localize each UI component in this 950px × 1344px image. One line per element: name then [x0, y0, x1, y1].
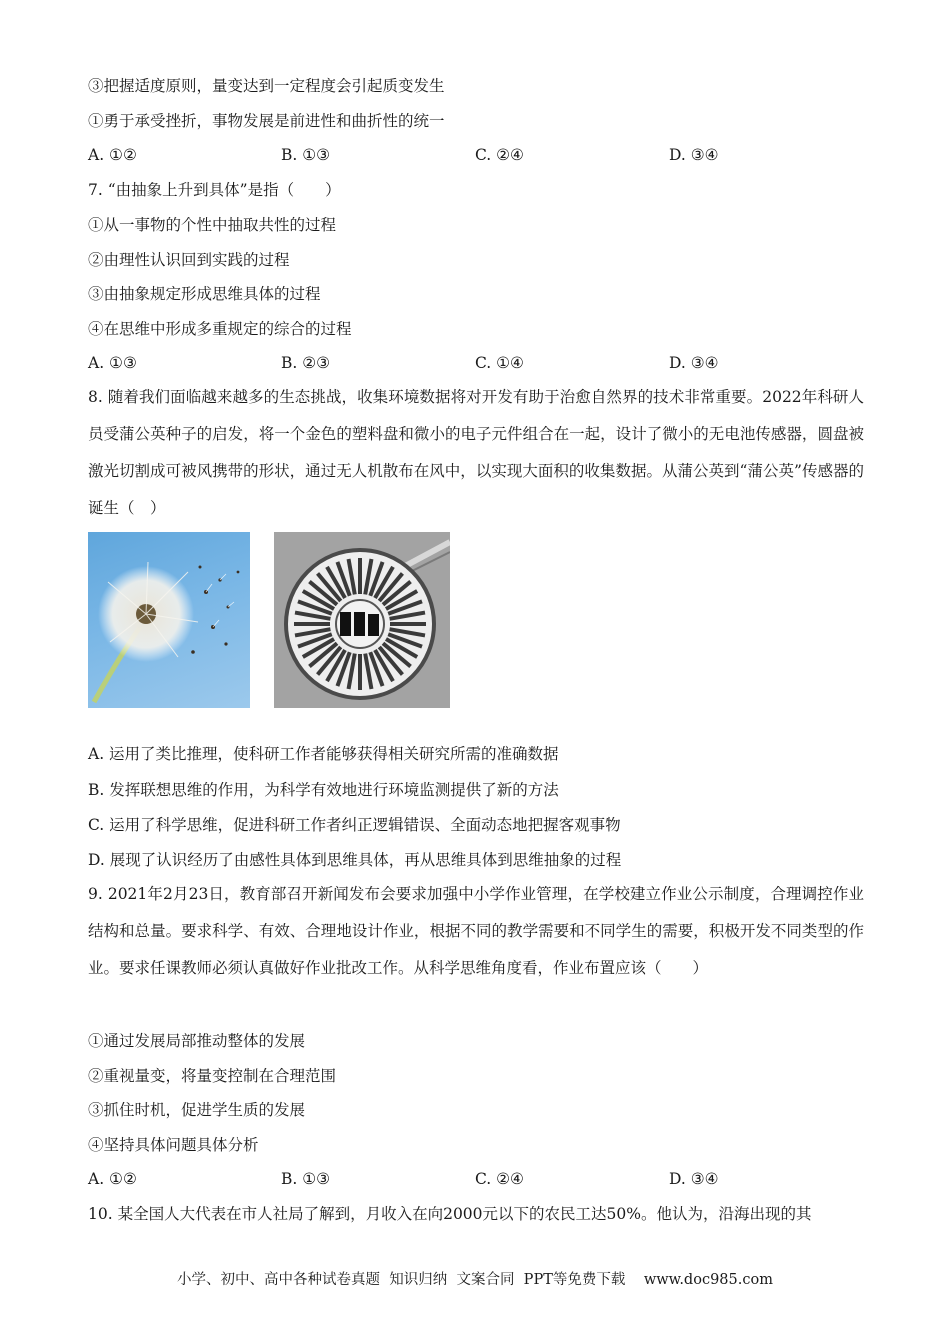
option-c[interactable]: C. ①④ [475, 354, 524, 372]
sensor-disc-photo [274, 532, 450, 708]
option-a[interactable]: A. ①② [88, 146, 137, 164]
option-b[interactable]: B. ①③ [281, 1170, 331, 1188]
option-d[interactable]: D. ③④ [669, 354, 719, 372]
sensor-disc-icon [274, 532, 450, 708]
q7-item: ③由抽象规定形成思维具体的过程 [88, 285, 321, 303]
q8-option-c[interactable]: C. 运用了科学思维，促进科研工作者纠正逻辑错误、全面动态地把握客观事物 [88, 816, 621, 834]
footer-url[interactable]: www.doc985.com [643, 1272, 773, 1288]
q9-item: ①通过发展局部推动整体的发展 [88, 1032, 306, 1050]
option-c[interactable]: C. ②④ [475, 1170, 524, 1188]
option-b[interactable]: B. ①③ [281, 146, 331, 164]
option-d[interactable]: D. ③④ [669, 1170, 719, 1188]
option-c[interactable]: C. ②④ [475, 146, 524, 164]
q8-stem: 8. 随着我们面临越来越多的生态挑战，收集环境数据将对开发有助于治愈自然界的技术非常重要。2022年科研人员受蒲公英种子的启发，将一个金色的塑料盘和微小的电子元件组合在一起，设计了微小的无电池传感器，圆盘被激光切割成可被风携带的形状，通过无人机散布在风中，以实现大面积的收集数据。从蒲公英到“蒲公英”传感器的诞生（ ） [88, 388, 864, 517]
q7-options [88, 353, 864, 373]
q10-stem: 10. 某全国人大代表在市人社局了解到，月收入在向2000元以下的农民工达50%。他认为，沿海出现的其 [88, 1205, 812, 1223]
q9-item: ②重视量变，将量变控制在合理范围 [88, 1067, 337, 1085]
q9-stem: 9. 2021年2月23日，教育部召开新闻发布会要求加强中小学作业管理，在学校建立作业公示制度，合理调控作业结构和总量。要求科学、有效、合理地设计作业，根据不同的教学需要和不同学生的需要，积极开发不同类型的作业。要求任课教师必须认真做好作业批改工作。从科学思维角度看，作业布置应该（ ） [88, 885, 864, 977]
page-footer [0, 1270, 950, 1290]
item-line: ③把握适度原则，量变达到一定程度会引起质变发生 [88, 77, 445, 95]
q7-item: ②由理性认识回到实践的过程 [88, 251, 290, 269]
dandelion-photo [88, 532, 250, 708]
option-d[interactable]: D. ③④ [669, 146, 719, 164]
q8-option-a[interactable]: A. 运用了类比推理，使科研工作者能够获得相关研究所需的准确数据 [88, 745, 559, 763]
q6-options [88, 145, 864, 165]
dandelion-icon [88, 532, 250, 708]
q8-images [88, 532, 452, 710]
q9-options [88, 1169, 864, 1189]
q9-item: ③抓住时机，促进学生质的发展 [88, 1101, 306, 1119]
q9-item: ④坚持具体问题具体分析 [88, 1136, 259, 1154]
item-line: ①勇于承受挫折，事物发展是前进性和曲折性的统一 [88, 112, 445, 130]
footer-text: 小学、初中、高中各种试卷真题 知识归纳 文案合同 PPT等免费下载 [177, 1272, 626, 1288]
option-b[interactable]: B. ②③ [281, 354, 331, 372]
q8-option-d[interactable]: D. 展现了认识经历了由感性具体到思维具体，再从思维具体到思维抽象的过程 [88, 851, 622, 869]
option-a[interactable]: A. ①② [88, 1170, 137, 1188]
q8-option-b[interactable]: B. 发挥联想思维的作用，为科学有效地进行环境监测提供了新的方法 [88, 781, 559, 799]
q7-item: ④在思维中形成多重规定的综合的过程 [88, 320, 352, 338]
q7-item: ①从一事物的个性中抽取共性的过程 [88, 216, 337, 234]
option-a[interactable]: A. ①③ [88, 354, 137, 372]
q7-stem: 7. “由抽象上升到具体”是指（ ） [88, 181, 341, 199]
